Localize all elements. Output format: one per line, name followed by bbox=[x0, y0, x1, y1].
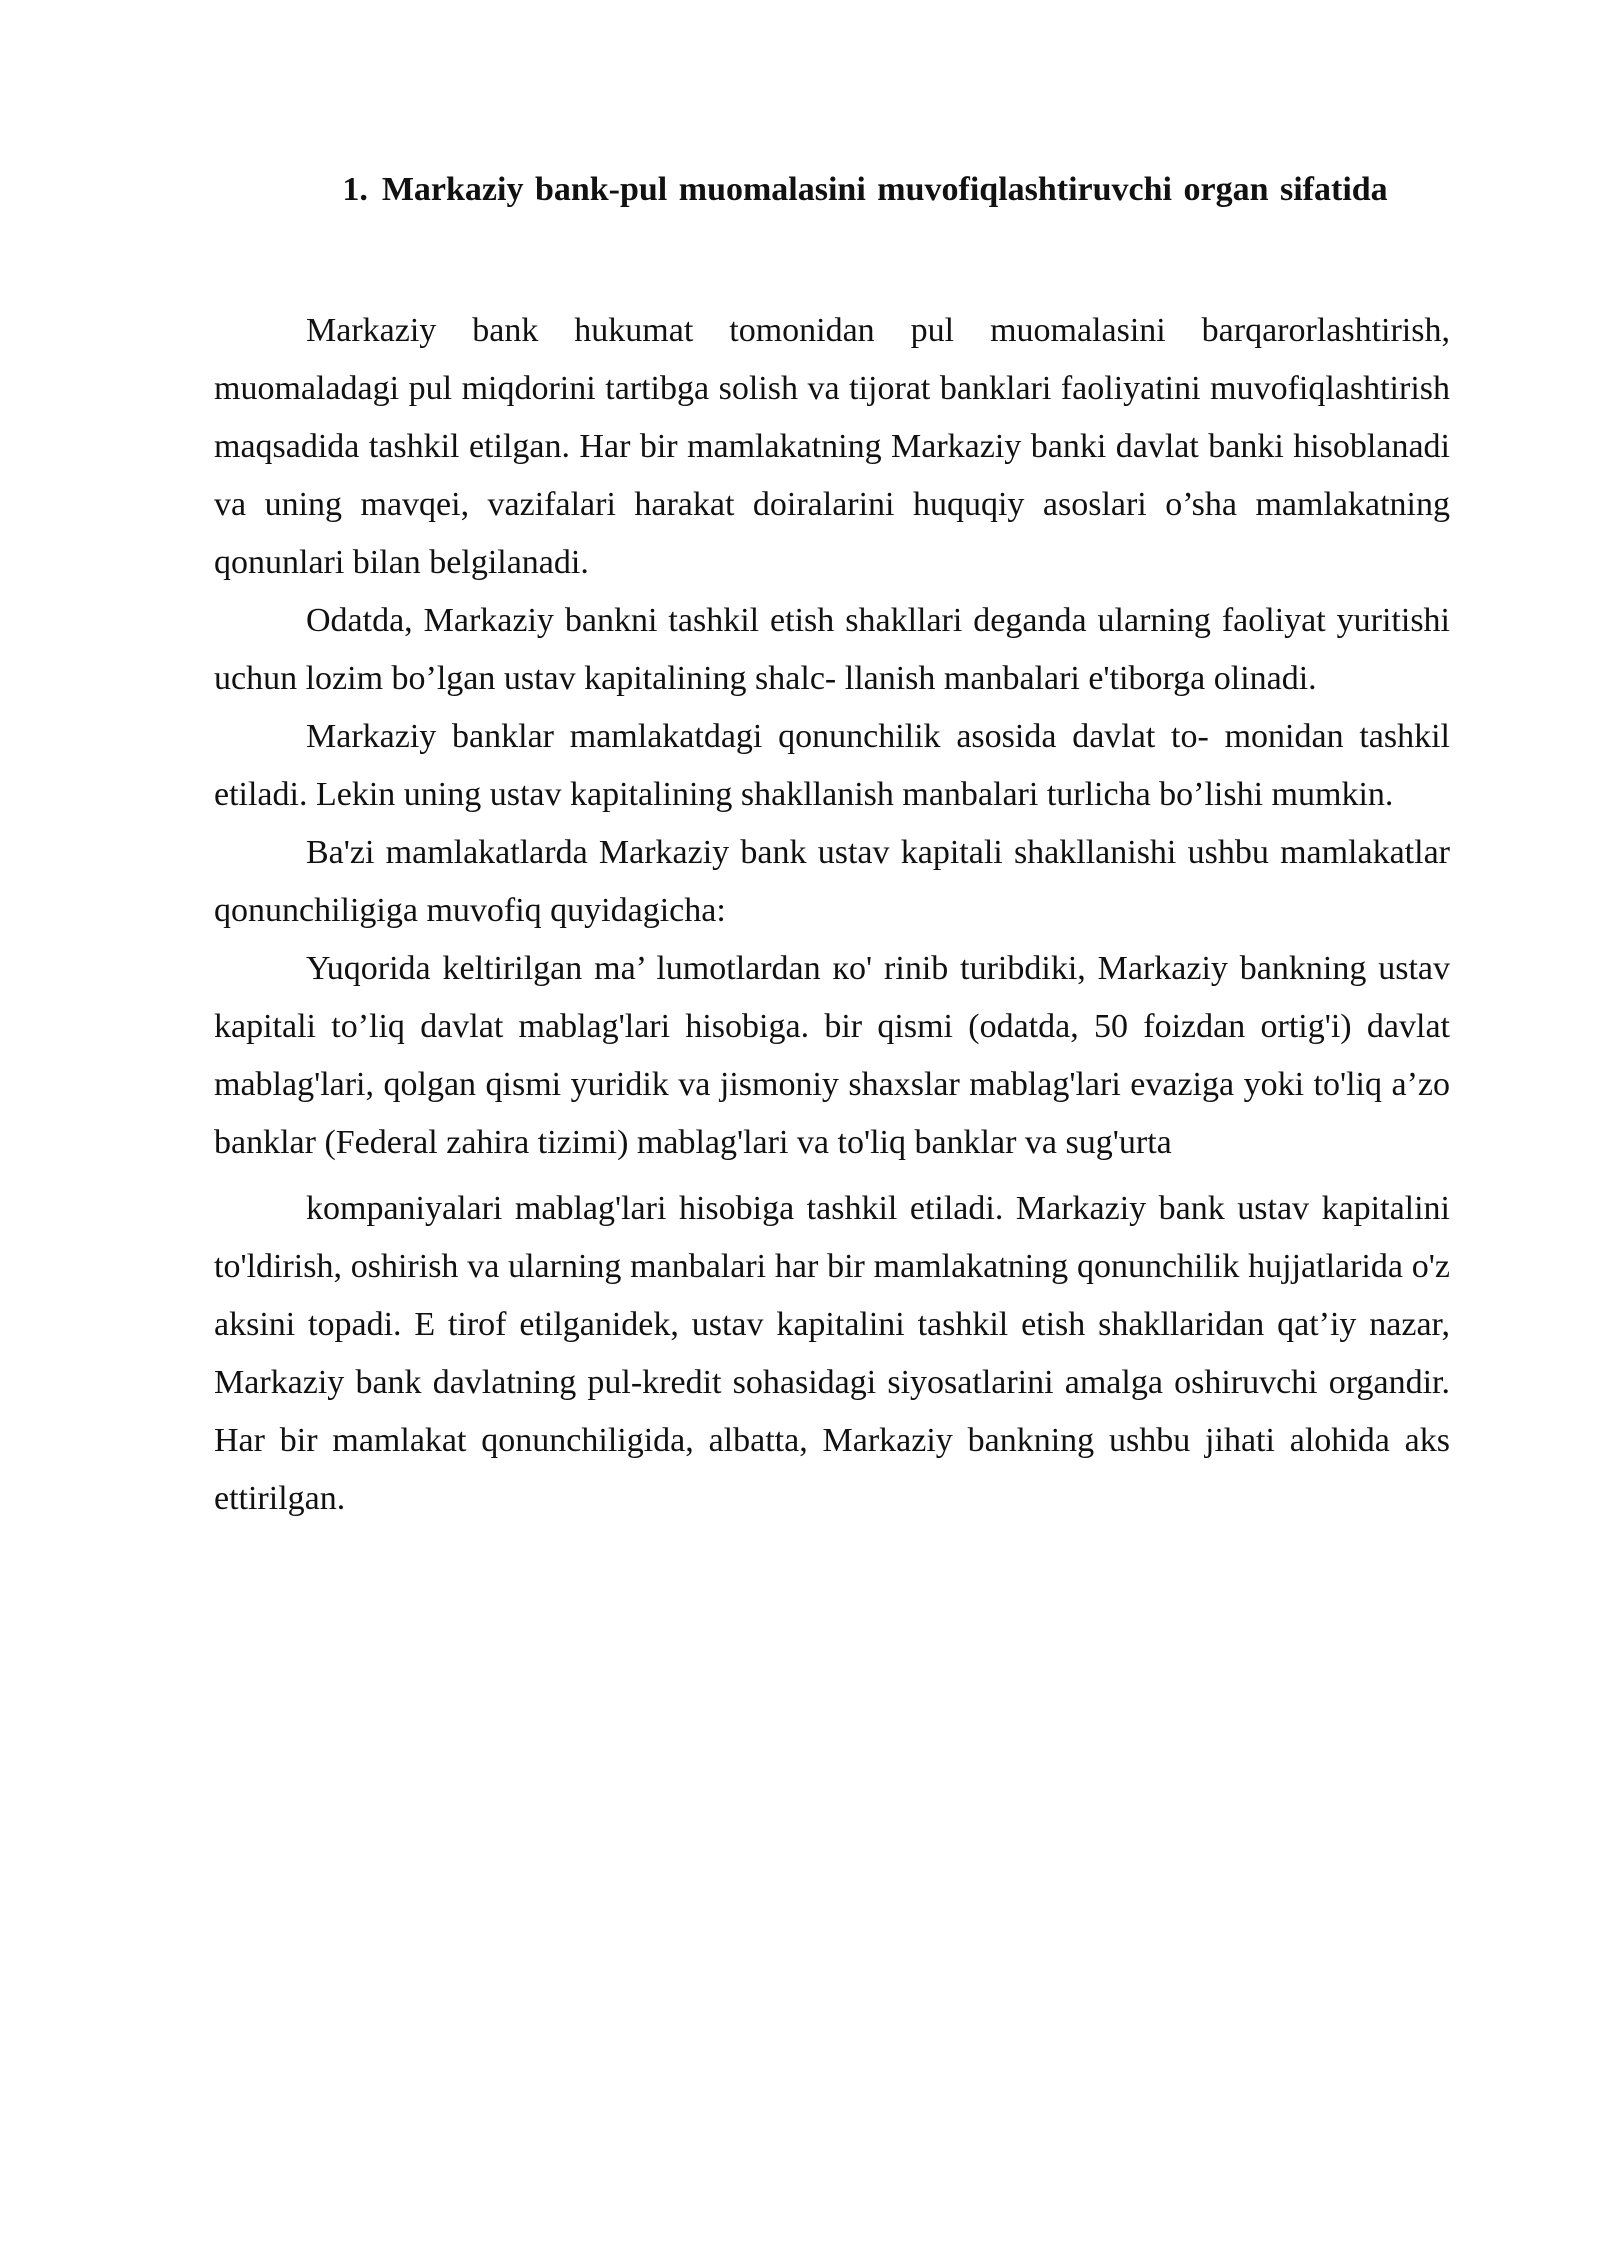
section-title: Markaziy bank-pul muomalasini muvofiqlashtiruvchi organ sifatida bbox=[381, 171, 1388, 208]
paragraph-6: kompaniyalari mablag'lari hisobiga tashkil etiladi. Markaziy bank ustav kapitalini to'ldirish, oshirish va ularning manbalari har bir mamlakatning qonunchilik hujjatlarida o'z aksini topadi. E tirof etilganidek, ustav kapitalini tashkil etish shakllaridan qat’iy nazar, Markaziy bank davlatning pul-kredit sohasidagi siyosatlarini amalga oshiruvchi organdir. Har bir mamlakat qonunchiligida, albatta, Markaziy bankning ushbu jihati alohida aks ettirilgan. bbox=[214, 1190, 1450, 1517]
section-number: 1. bbox=[342, 171, 368, 208]
paragraph-2: Odatda, Markaziy bankni tashkil etish shakllari deganda ularning faoliyat yuritishi uchun lozim bo’lgan ustav kapitalining shalc- llanish manbalari e'tiborga olinadi. bbox=[214, 602, 1450, 697]
paragraph-4: Ba'zi mamlakatlarda Markaziy bank ustav kapitali shakllanishi ushbu mamlakatlar qonunchiligiga muvofiq quyidagicha: bbox=[214, 834, 1450, 929]
document-body bbox=[214, 302, 1450, 1528]
paragraph-5: Yuqorida keltirilgan ma’ lumotlardan кo' rinib turibdiki, Markaziy bankning ustav kapitali to’liq davlat mablag'lari hisobiga. bir qismi (odatda, 50 foizdan ortig'i) davlat mablag'lari, qolgan qismi yuridik va jismoniy shaxslar mablag'lari evaziga yoki to'liq a’zo banklar (Federal zahira tizimi) mablag'lari va to'liq banklar va sug'urta bbox=[214, 950, 1450, 1161]
paragraph-1: Markaziy bank hukumat tomonidan pul muomalasini barqarorlashtirish, muomaladagi pul miqdorini tartibga solish va tijorat banklari faoliyatini muvofiqlashtirish maqsadida tashkil etilgan. Har bir mamlakatning Markaziy banki davlat banki hisoblanadi va uning mavqei, vazifalari harakat doiralarini huquqiy asoslari o’sha mamlakatning qonunlari bilan belgilanadi. bbox=[214, 312, 1450, 581]
paragraph-3: Markaziy banklar mamlakatdagi qonunchilik asosida davlat to- monidan tashkil etiladi. Lekin uning ustav kapitalining shakllanish manbalari turlicha bo’lishi mumkin. bbox=[214, 718, 1450, 813]
section-heading bbox=[215, 168, 1515, 212]
